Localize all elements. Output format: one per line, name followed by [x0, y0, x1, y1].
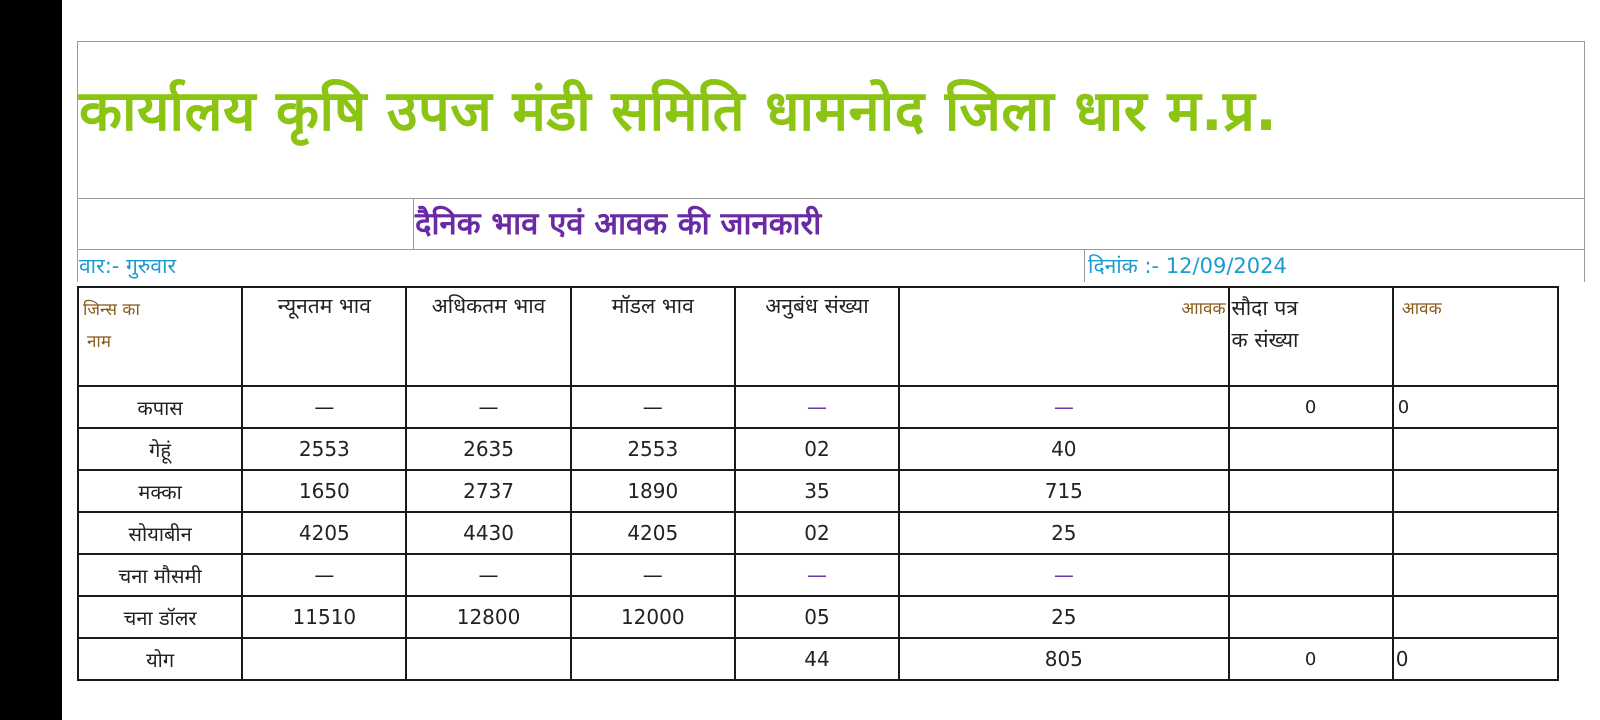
top-strip — [62, 0, 1600, 14]
report-subtitle: दैनिक भाव एवं आवक की जानकारी — [415, 206, 822, 242]
table-row — [78, 428, 1558, 470]
model-price: 4205 — [571, 512, 735, 554]
model-price: 1890 — [571, 470, 735, 512]
contract-count: 05 — [735, 596, 899, 638]
total-row — [78, 638, 1558, 680]
table-row — [78, 470, 1558, 512]
min-price: — — [242, 386, 406, 428]
max-price: 12800 — [406, 596, 570, 638]
sauda-count — [1229, 554, 1393, 596]
date-label: दिनांक :- 12/09/2024 — [1088, 254, 1287, 278]
header-sauda-line1: सौदा पत्र — [1231, 296, 1298, 320]
arrival-2: 0 — [1393, 386, 1558, 428]
contract-count: — — [735, 554, 899, 596]
header-contract-count: अनुबंध संख्या — [735, 287, 899, 386]
arrival: 40 — [899, 428, 1228, 470]
min-price: 2553 — [242, 428, 406, 470]
header-name-line2: नाम — [87, 332, 112, 352]
total-label: योग — [78, 638, 242, 680]
total-min-price — [242, 638, 406, 680]
price-arrival-table — [77, 286, 1559, 681]
arrival: 25 — [899, 596, 1228, 638]
model-price: 12000 — [571, 596, 735, 638]
day-label: वार:- गुरुवार — [79, 254, 177, 278]
max-price: 4430 — [406, 512, 570, 554]
contract-count: 02 — [735, 512, 899, 554]
arrival-2 — [1393, 596, 1558, 638]
total-model-price — [571, 638, 735, 680]
total-arrival-2: 0 — [1393, 638, 1558, 680]
commodity-name: सोयाबीन — [78, 512, 242, 554]
contract-count: 02 — [735, 428, 899, 470]
max-price: 2635 — [406, 428, 570, 470]
commodity-name: चना मौसमी — [78, 554, 242, 596]
total-max-price — [406, 638, 570, 680]
sauda-count: 0 — [1229, 386, 1393, 428]
header-row — [78, 287, 1558, 386]
sauda-count — [1229, 428, 1393, 470]
table-row — [78, 554, 1558, 596]
arrival: 715 — [899, 470, 1228, 512]
header-commodity-name — [78, 287, 242, 386]
commodity-name: कपास — [78, 386, 242, 428]
arrival: — — [899, 386, 1228, 428]
office-title: कार्यालय कृषि उपज मंडी समिति धामनोद जिला धार म.प्र. — [79, 79, 1278, 144]
table-row — [78, 596, 1558, 638]
arrival-2 — [1393, 512, 1558, 554]
max-price: 2737 — [406, 470, 570, 512]
sauda-count — [1229, 512, 1393, 554]
model-price: — — [571, 386, 735, 428]
max-price: — — [406, 386, 570, 428]
sauda-count — [1229, 470, 1393, 512]
total-sauda-count: 0 — [1229, 638, 1393, 680]
header-sauda-line2: क संख्या — [1231, 328, 1299, 352]
sauda-count — [1229, 596, 1393, 638]
min-price: 11510 — [242, 596, 406, 638]
min-price: 4205 — [242, 512, 406, 554]
commodity-name: चना डॉलर — [78, 596, 242, 638]
header-arrival-2: आवक — [1393, 287, 1558, 386]
subtitle-left-cell — [77, 198, 414, 250]
arrival: 25 — [899, 512, 1228, 554]
model-price: — — [571, 554, 735, 596]
commodity-name: गेहूं — [78, 428, 242, 470]
left-black-edge — [0, 0, 62, 720]
total-contract-count: 44 — [735, 638, 899, 680]
header-sauda-count — [1229, 287, 1393, 386]
min-price: 1650 — [242, 470, 406, 512]
header-min-price: न्यूनतम भाव — [242, 287, 406, 386]
total-arrival: 805 — [899, 638, 1228, 680]
header-model-price: मॉडल भाव — [571, 287, 735, 386]
spreadsheet — [77, 41, 1587, 681]
header-arrival: आावक — [899, 287, 1228, 386]
contract-count: 35 — [735, 470, 899, 512]
max-price: — — [406, 554, 570, 596]
arrival: — — [899, 554, 1228, 596]
contract-count: — — [735, 386, 899, 428]
table-row — [78, 386, 1558, 428]
arrival-2 — [1393, 428, 1558, 470]
arrival-2 — [1393, 554, 1558, 596]
header-max-price: अधिकतम भाव — [406, 287, 570, 386]
table-row — [78, 512, 1558, 554]
commodity-name: मक्का — [78, 470, 242, 512]
arrival-2 — [1393, 470, 1558, 512]
min-price: — — [242, 554, 406, 596]
model-price: 2553 — [571, 428, 735, 470]
header-name-line1: जिन्स का — [83, 300, 140, 320]
